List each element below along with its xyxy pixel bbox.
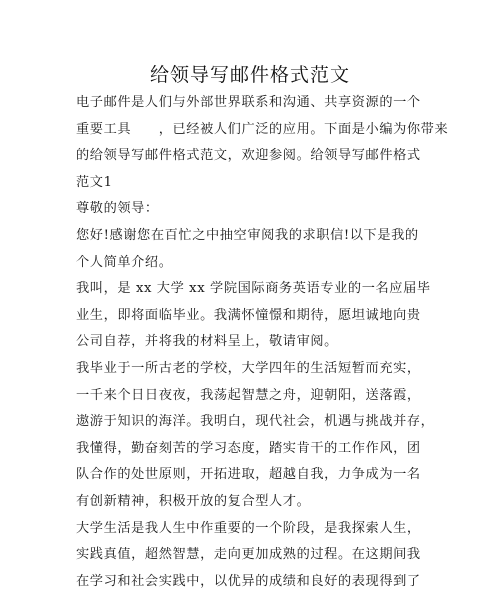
text-line: 一千来个日日夜夜，我荡起智慧之舟，迎朝阳，送落霞，: [76, 387, 421, 403]
text-line: 大学生活是我人生中作重要的一个阶段，是我探索人生，: [76, 520, 421, 536]
text-line: 业生，即将面临毕业。我满怀憧憬和期待，愿坦诚地向贵: [76, 307, 421, 323]
document-title: 给领导写邮件格式范文: [149, 64, 350, 86]
text-line: 我毕业于一所古老的学校，大学四年的生活短暂而充实，: [76, 360, 421, 376]
text-line: 尊敬的领导：: [76, 201, 159, 217]
text-line: 有创新精神，积极开放的复合型人才。: [76, 493, 311, 509]
text-line: 遨游于知识的海洋。我明白，现代社会，机遇与挑战并存，: [76, 414, 435, 430]
text-line: 重要工具 ，已经被人们广泛的应用。下面是小编为你带来: [76, 121, 449, 137]
text-line: 实践真值，超然智慧，走向更加成熟的过程。在这期间我: [76, 547, 421, 563]
document-body: [76, 90, 449, 595]
text-line: 范文1: [76, 174, 113, 190]
text-line: 在学习和社会实践中，以优异的成绩和良好的表现得到了: [76, 573, 421, 589]
text-line: 电子邮件是人们与外部世界联系和沟通、共享资源的一个: [76, 95, 421, 110]
text-line: 队合作的处世原则，开拓进取，超越自我，力争成为一名: [76, 467, 421, 483]
text-line: 的给领导写邮件格式范文，欢迎参阅。给领导写邮件格式: [76, 148, 421, 164]
text-line: 我懂得，勤奋刻苦的学习态度，踏实肯干的工作作风，团: [76, 440, 421, 456]
text-line: 个人简单介绍。: [76, 254, 173, 270]
text-line: 公司自荐，并将我的材料呈上，敬请审阅。: [76, 334, 338, 350]
text-line: 您好!感谢您在百忙之中抽空审阅我的求职信!以下是我的: [76, 227, 419, 243]
text-line: 我叫，是 xx 大学 xx 学院国际商务英语专业的一名应届毕: [76, 281, 431, 297]
